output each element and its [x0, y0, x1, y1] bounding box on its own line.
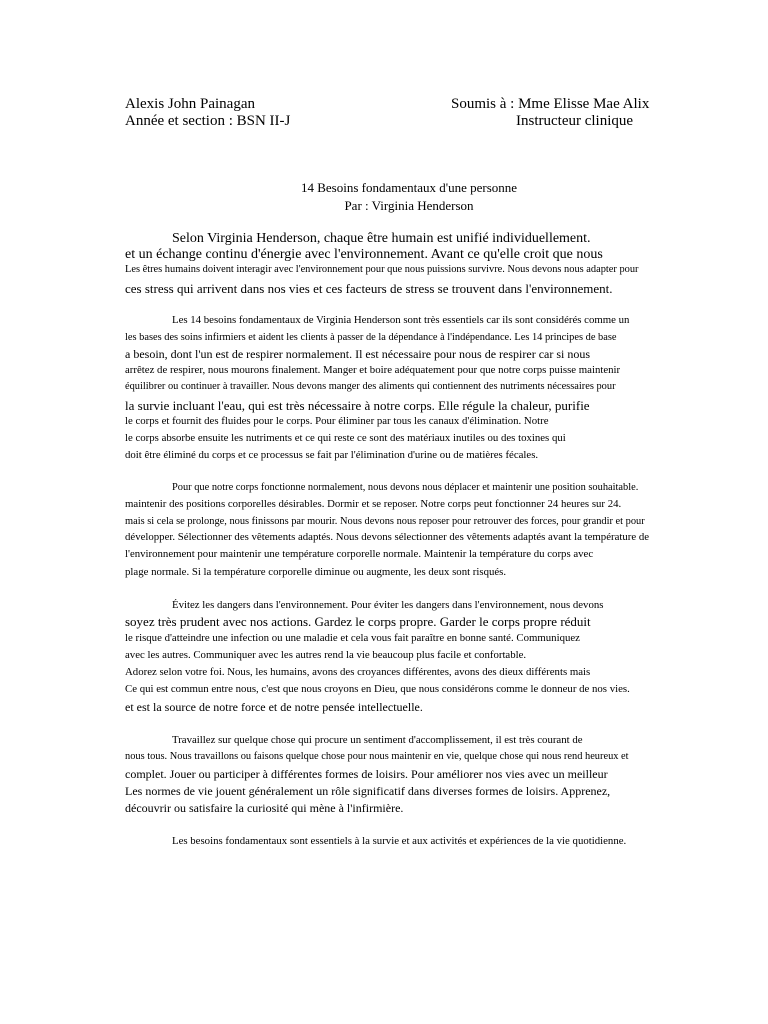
submitted-to: Soumis à : Mme Elisse Mae Alix [451, 96, 650, 112]
document-byline: Par : Virginia Henderson [344, 198, 474, 213]
year-section: Année et section : BSN II-J [125, 113, 291, 129]
paragraph-line: a besoin, dont l'un est de respirer normalement. Il est nécessaire pour nous de respirer car si nous [125, 347, 591, 361]
paragraph-line: Les 14 besoins fondamentaux de Virginia Henderson sont très essentiels car ils sont considérés comme un [172, 314, 630, 326]
paragraph-line: Les êtres humains doivent interagir avec l'environnement pour que nous puissions survivre. Nous devons nous adapter pour [125, 264, 639, 275]
paragraph-line: le corps absorbe ensuite les nutriments et ce qui reste ce sont des matériaux inutiles ou des toxines qui [125, 432, 566, 444]
paragraph-line: avec les autres. Communiquer avec les autres rend la vie beaucoup plus facile et confortable. [125, 649, 527, 661]
paragraph-line: plage normale. Si la température corporelle diminue ou augmente, les deux sont risqués. [125, 566, 507, 578]
paragraph-line: Selon Virginia Henderson, chaque être humain est unifié individuellement. [172, 231, 591, 246]
paragraph-line: les bases des soins infirmiers et aident les clients à passer de la dépendance à l'indépendance. Les 14 principes de base [125, 332, 617, 343]
paragraph-line: mais si cela se prolonge, nous finissons par mourir. Nous devons nous reposer pour retrouver des forces, pour grandir et pour [125, 516, 645, 527]
paragraph-line: et est la source de notre force et de notre pensée intellectuelle. [125, 700, 423, 714]
paragraph-line: Travaillez sur quelque chose qui procure un sentiment d'accomplissement, il est très courant de [172, 734, 583, 746]
paragraph-line: ces stress qui arrivent dans nos vies et ces facteurs de stress se trouvent dans l'environnement. [125, 281, 613, 296]
paragraph-line: doit être éliminé du corps et ce processus se fait par l'élimination d'urine ou de matières fécales. [125, 449, 539, 461]
paragraph-line: et un échange continu d'énergie avec l'environnement. Avant ce qu'elle croit que nous [125, 247, 603, 262]
paragraph-line: maintenir des positions corporelles désirables. Dormir et se reposer. Notre corps peut fonctionner 24 heures sur 24. [125, 498, 622, 510]
paragraph-line: arrêtez de respirer, nous mourons finalement. Manger et boire adéquatement pour que notre corps puisse maintenir [125, 364, 621, 376]
paragraph-line: complet. Jouer ou participer à différentes formes de loisirs. Pour améliorer nos vies avec un meilleur [125, 767, 608, 781]
paragraph-line: le corps et fournit des fluides pour le corps. Pour éliminer par tous les canaux d'élimination. Notre [125, 415, 549, 427]
paragraph-line: Adorez selon votre foi. Nous, les humains, avons des croyances différentes, avons des dieux différents mais [125, 666, 591, 678]
paragraph-line: nous tous. Nous travaillons ou faisons quelque chose pour nous maintenir en vie, quelque chose qui nous rend heureux et [125, 751, 629, 762]
paragraph-line: Évitez les dangers dans l'environnement. Pour éviter les dangers dans l'environnement, nous devons [172, 599, 604, 611]
paragraph-line: Les normes de vie jouent généralement un rôle significatif dans diverses formes de loisirs. Apprenez, [125, 784, 611, 798]
document-title: 14 Besoins fondamentaux d'une personne [300, 180, 518, 195]
paragraph-line: Pour que notre corps fonctionne normalement, nous devons nous déplacer et maintenir une position souhaitable. [172, 482, 639, 493]
paragraph-line: l'environnement pour maintenir une température corporelle normale. Maintenir la température du corps avec [125, 548, 594, 560]
instructor-role: Instructeur clinique [516, 113, 634, 129]
paragraph-line: Ce qui est commun entre nous, c'est que nous croyons en Dieu, que nous considérons comme le donneur de nos vies. [125, 683, 630, 695]
paragraph-line: le risque d'atteindre une infection ou une maladie et cela vous fait paraître en bonne santé. Communiquez [125, 632, 580, 644]
paragraph-line: la survie incluant l'eau, qui est très nécessaire à notre corps. Elle régule la chaleur, purifie [125, 398, 590, 413]
paragraph-line: soyez très prudent avec nos actions. Gardez le corps propre. Garder le corps propre réduit [125, 614, 591, 629]
paragraph-line: Les besoins fondamentaux sont essentiels à la survie et aux activités et expériences de la vie quotidienne. [172, 835, 627, 847]
author-name: Alexis John Painagan [125, 96, 255, 112]
paragraph-line: découvrir ou satisfaire la curiosité qui mène à l'infirmière. [125, 801, 404, 815]
paragraph-line: développer. Sélectionner des vêtements adaptés. Nous devons sélectionner des vêtements adaptés avant la température de [125, 531, 650, 543]
paragraph-line: équilibrer ou continuer à travailler. Nous devons manger des aliments qui contiennent des nutriments nécessaires pour [125, 381, 616, 392]
